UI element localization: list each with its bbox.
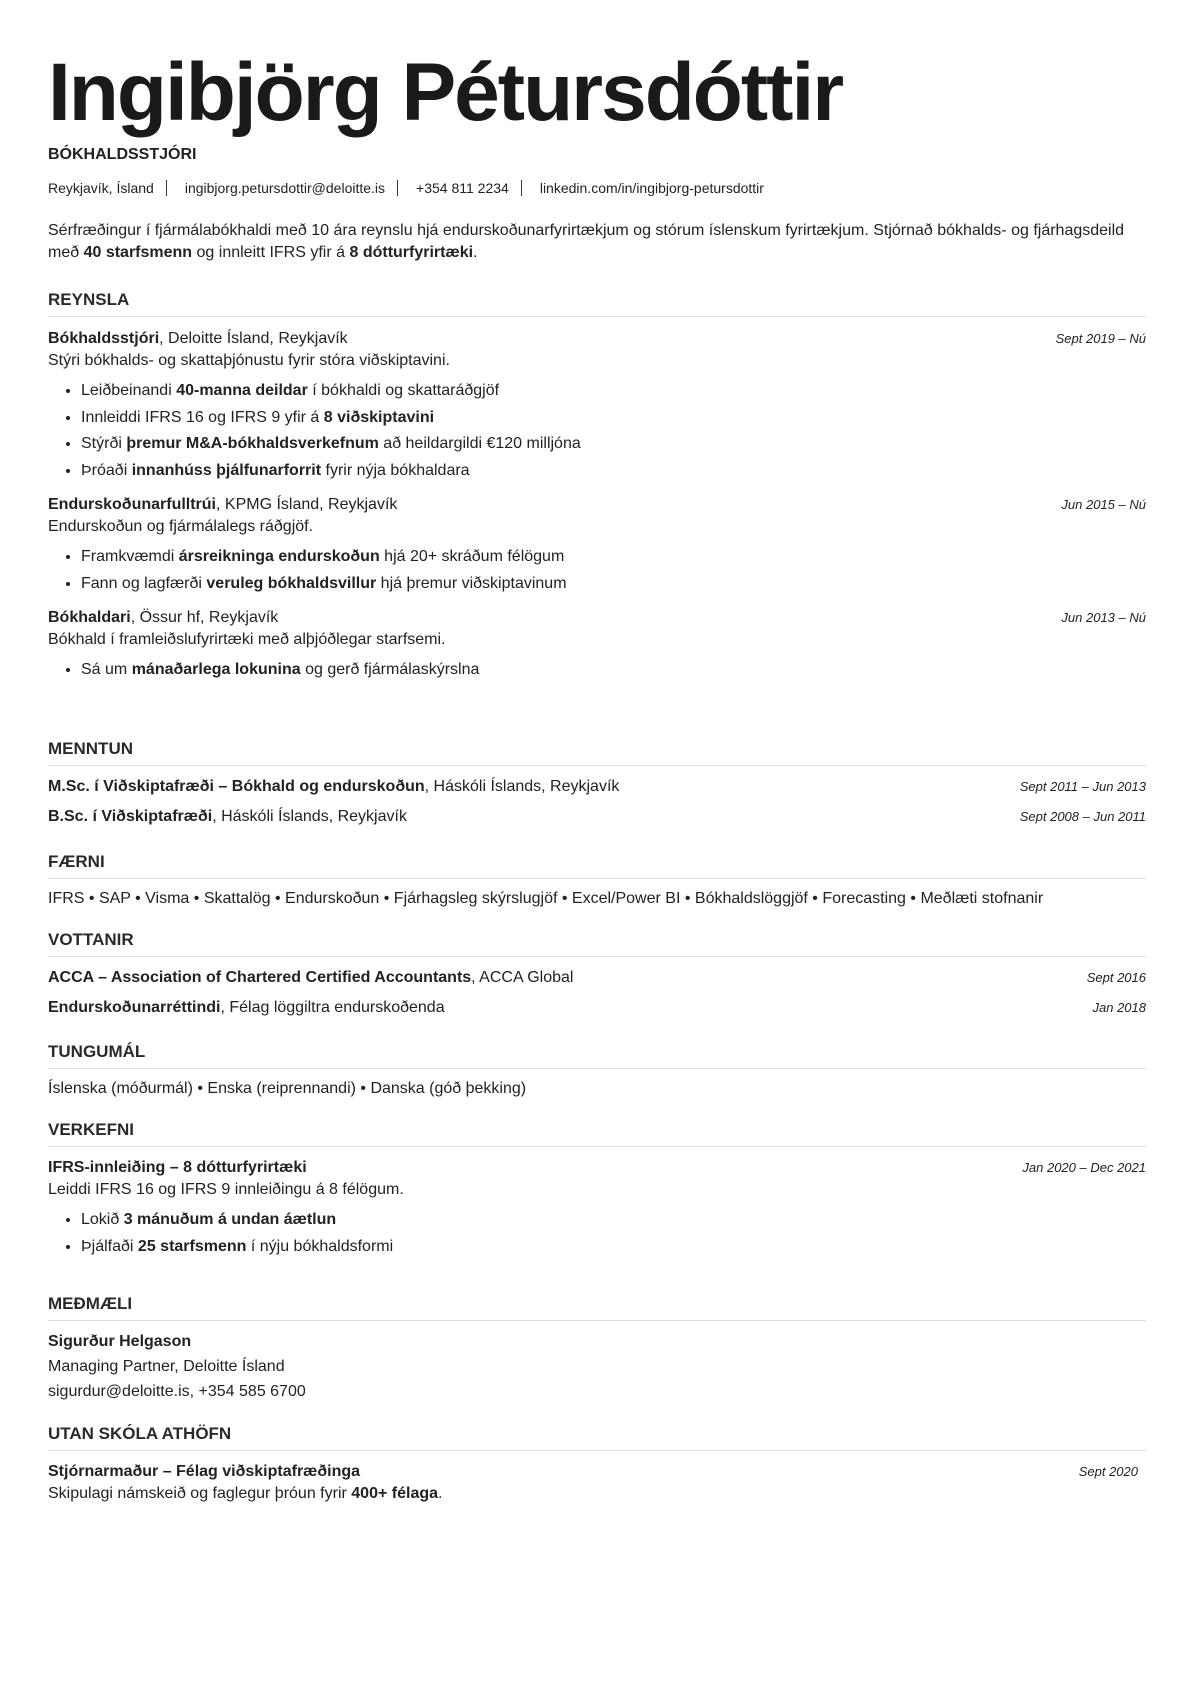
- certification-entry: [48, 967, 1146, 989]
- degree: M.Sc. í Viðskiptafræði – Bókhald og endurskoðun: [48, 778, 425, 795]
- reference-position: Managing Partner, Deloitte Ísland: [48, 1358, 285, 1375]
- job-title: BÓKHALDSSTJÓRI: [48, 146, 197, 163]
- section-heading: TUNGUMÁL: [48, 1042, 1146, 1069]
- certifications-section: [48, 930, 1146, 1019]
- job-description: Bókhald í framleiðslufyrirtæki með alþjóðlegar starfsemi.: [48, 631, 446, 648]
- job-description: Endurskoðun og fjármálalegs ráðgjöf.: [48, 518, 314, 535]
- degree: B.Sc. í Viðskiptafræði: [48, 808, 213, 825]
- project-title: IFRS-innleiðing – 8 dótturfyrirtæki: [48, 1159, 307, 1176]
- list-item: • Fann og lagfærði veruleg bókhaldsvillur hjá þremur viðskiptavinum: [81, 571, 1146, 598]
- job-date: Sept 2019 – Nú: [1055, 331, 1146, 346]
- divider: [166, 180, 167, 196]
- references-section: [48, 1294, 1146, 1403]
- education-date: Sept 2011 – Jun 2013: [1019, 779, 1146, 794]
- summary-text: og innleitt IFRS yfir á: [192, 244, 350, 261]
- divider: [397, 180, 398, 196]
- list-item: • Framkvæmdi ársreikninga endurskoðun hjá 20+ skráðum félögum: [81, 544, 1146, 571]
- list-item: • Leiðbeinandi 40-manna deildar í bókhaldi og skattaráðgjöf: [81, 378, 1146, 405]
- summary: [48, 220, 1146, 264]
- activity-date: Sept 2020: [1078, 1464, 1138, 1479]
- certification-name: Endurskoðunarréttindi: [48, 999, 221, 1016]
- certification-entry: [48, 997, 1146, 1019]
- list-item: • Þjálfaði 25 starfsmenn í nýju bókhaldsformi: [81, 1234, 1146, 1261]
- education-entry: [48, 776, 1146, 798]
- project-bullets: [48, 1207, 1146, 1260]
- activity-description: Skipulagi námskeið og faglegur þróun fyrir 400+ félaga.: [48, 1485, 443, 1502]
- school: , Háskóli Íslands, Reykjavík: [424, 778, 620, 795]
- job-bullets: [48, 378, 1146, 484]
- job-entry: [48, 494, 1146, 597]
- project-description: Leiddi IFRS 16 og IFRS 9 innleiðingu á 8 félögum.: [48, 1181, 404, 1198]
- section-heading: REYNSLA: [48, 290, 1146, 317]
- job-date: Jun 2013 – Nú: [1061, 610, 1146, 625]
- email-link[interactable]: ingibjorg.petursdottir@deloitte.is: [184, 180, 386, 196]
- phone: +354 811 2234: [416, 180, 509, 196]
- languages-section: [48, 1042, 1146, 1100]
- section-heading: VERKEFNI: [48, 1120, 1146, 1147]
- list-item: • Lokið 3 mánuðum á undan áætlun: [81, 1207, 1146, 1234]
- extracurricular-entry: [48, 1461, 1146, 1505]
- skills-section: [48, 852, 1146, 910]
- education-section: [48, 739, 1146, 828]
- summary-text: Sérfræðingur í fjármálabókhaldi með 10 ára reynslu hjá endurskoðunarfyrirtækjum og stórum íslenskum fyrirtækjum. Stjórnað bókhalds- og fjárhagsdeild með: [48, 222, 1125, 261]
- extracurricular-section: [48, 1424, 1146, 1505]
- section-heading: FÆRNI: [48, 852, 1146, 879]
- list-item: • Stýrði þremur M&A-bókhaldsverkefnum að heildargildi €120 milljóna: [81, 431, 1146, 458]
- project-entry: [48, 1157, 1146, 1260]
- section-heading: MEÐMÆLI: [48, 1294, 1146, 1321]
- summary-highlight: 40 starfsmenn: [83, 244, 193, 261]
- section-heading: VOTTANIR: [48, 930, 1146, 957]
- education-entry: [48, 806, 1146, 828]
- location: Reykjavík, Ísland: [48, 180, 154, 196]
- skills-list: IFRS • SAP • Visma • Skattalög • Endurskoðun • Fjárhagsleg skýrslugjöf • Excel/Power BI • Bókhaldslöggjöf • Forecasting • Meðlæti stofnanir: [48, 890, 1044, 907]
- list-item: • Innleiddi IFRS 16 og IFRS 9 yfir á 8 viðskiptavini: [81, 405, 1146, 432]
- job-role: Bókhaldari: [48, 609, 131, 626]
- candidate-name: Ingibjörg Pétursdóttir: [48, 47, 843, 138]
- job-org: , KPMG Ísland, Reykjavík: [216, 496, 398, 513]
- list-item: • Sá um mánaðarlega lokunina og gerð fjármálaskýrslna: [81, 657, 1146, 684]
- section-heading: UTAN SKÓLA ATHÖFN: [48, 1424, 1146, 1451]
- certification-date: Sept 2016: [1086, 970, 1146, 985]
- job-org: , Össur hf, Reykjavík: [130, 609, 279, 626]
- linkedin-link[interactable]: linkedin.com/in/ingibjorg-petursdottir: [539, 180, 764, 196]
- certification-issuer: , Félag löggiltra endurskoðenda: [220, 999, 445, 1016]
- reference-name: Sigurður Helgason: [48, 1333, 192, 1350]
- certification-date: Jan 2018: [1092, 1000, 1146, 1015]
- job-description: Stýri bókhalds- og skattaþjónustu fyrir stóra viðskiptavini.: [48, 352, 450, 369]
- reference-contact: sigurdur@deloitte.is, +354 585 6700: [48, 1383, 306, 1400]
- reference-entry: [48, 1331, 1146, 1403]
- education-date: Sept 2008 – Jun 2011: [1019, 809, 1146, 824]
- list-item: • Þróaði innanhúss þjálfunarforrit fyrir nýja bókhaldara: [81, 458, 1146, 485]
- job-entry: [48, 328, 1146, 484]
- summary-text: .: [473, 244, 478, 261]
- experience-section: [48, 290, 1146, 684]
- divider: [521, 180, 522, 196]
- job-entry: [48, 607, 1146, 684]
- certification-issuer: , ACCA Global: [471, 969, 574, 986]
- school: , Háskóli Íslands, Reykjavík: [212, 808, 407, 825]
- project-date: Jan 2020 – Dec 2021: [1022, 1160, 1146, 1175]
- summary-highlight: 8 dótturfyrirtæki: [349, 244, 474, 261]
- certification-name: ACCA – Association of Chartered Certified Accountants: [48, 969, 472, 986]
- job-bullets: [48, 544, 1146, 597]
- job-date: Jun 2015 – Nú: [1061, 497, 1146, 512]
- job-org: , Deloitte Ísland, Reykjavík: [159, 330, 348, 347]
- job-role: Endurskoðunarfulltrúi: [48, 496, 216, 513]
- projects-section: [48, 1120, 1146, 1260]
- job-role: Bókhaldsstjóri: [48, 330, 160, 347]
- activity-title: Stjórnarmaður – Félag viðskiptafræðinga: [48, 1463, 361, 1480]
- contact-line: [48, 180, 764, 196]
- languages-list: Íslenska (móðurmál) • Enska (reiprennandi) • Danska (góð þekking): [48, 1080, 527, 1097]
- section-heading: MENNTUN: [48, 739, 1146, 766]
- job-bullets: [48, 657, 1146, 684]
